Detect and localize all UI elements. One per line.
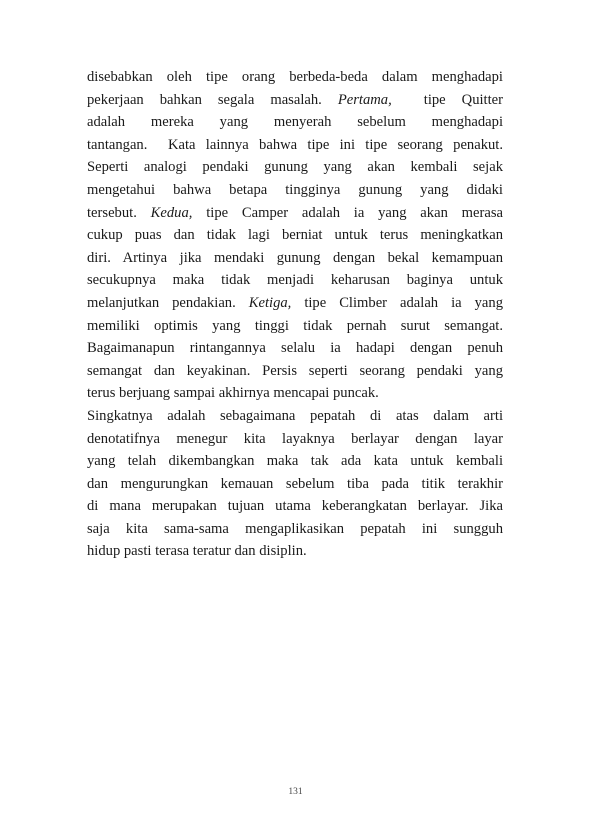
text-segment: melanjutkan pendakian. <box>87 294 249 311</box>
text-line <box>87 405 503 428</box>
text-segment: terus berjuang sampai akhirnya mencapai puncak. <box>87 385 379 402</box>
text-segment: tipe Quitter <box>391 91 503 108</box>
text-segment: Singkatnya adalah sebagaimana pepatah di atas dalam arti <box>87 407 503 424</box>
text-line <box>87 337 503 360</box>
text-line <box>87 202 503 225</box>
text-segment: tantangan. Kata lainnya bahwa tipe ini tipe seorang penakut. <box>87 136 503 153</box>
text-line <box>87 134 503 157</box>
text-line <box>87 66 503 89</box>
text-segment: di mana merupakan tujuan utama keberangkatan berlayar. Jika <box>87 498 503 515</box>
text-segment: dan mengurungkan kemauan sebelum tiba pada titik terakhir <box>87 475 503 492</box>
text-segment: disebabkan oleh tipe orang berbeda-beda dalam menghadapi <box>87 69 503 85</box>
text-line <box>87 111 503 134</box>
text-segment: semangat dan keyakinan. Persis seperti seorang pendaki yang <box>87 362 503 379</box>
text-segment: Seperti analogi pendaki gunung yang akan kembali sejak <box>87 159 503 176</box>
text-segment: saja kita sama-sama mengaplikasikan pepatah ini sungguh <box>87 520 503 537</box>
text-segment: cukup puas dan tidak lagi berniat untuk terus meningkatkan <box>87 227 503 244</box>
text-line <box>87 315 503 338</box>
text-segment: pekerjaan bahkan segala masalah. <box>87 91 338 108</box>
text-line <box>87 428 503 451</box>
page-number: 131 <box>288 787 303 797</box>
text-segment: memiliki optimis yang tinggi tidak pernah surut semangat. <box>87 317 503 334</box>
text-segment: mengetahui bahwa betapa tingginya gunung yang didaki <box>87 181 503 198</box>
text-line <box>87 473 503 496</box>
text-segment: diri. Artinya jika mendaki gunung dengan bekal kemampuan <box>87 249 503 266</box>
text-line <box>87 382 503 405</box>
text-segment: tipe Camper adalah ia yang akan merasa <box>192 204 503 221</box>
text-line <box>87 247 503 270</box>
text-line <box>87 518 503 541</box>
text-line <box>87 450 503 473</box>
text-line <box>87 89 503 112</box>
text-line <box>87 156 503 179</box>
text-segment: tipe Climber adalah ia yang <box>291 294 503 311</box>
text-line <box>87 179 503 202</box>
text-line <box>87 540 503 563</box>
body-text <box>87 66 503 563</box>
text-segment: yang telah dikembangkan maka tak ada kata untuk kembali <box>87 453 503 470</box>
text-segment: tersebut. <box>87 204 151 221</box>
text-segment: secukupnya maka tidak menjadi keharusan baginya untuk <box>87 272 503 289</box>
text-segment: adalah mereka yang menyerah sebelum menghadapi <box>87 114 503 131</box>
text-line <box>87 495 503 518</box>
text-line <box>87 292 503 315</box>
italic-term: Kedua, <box>150 204 193 221</box>
text-line <box>87 269 503 292</box>
italic-term: Pertama, <box>337 91 392 108</box>
text-line <box>87 360 503 383</box>
italic-term: Ketiga, <box>248 294 292 311</box>
text-segment: Bagaimanapun rintangannya selalu ia hadapi dengan penuh <box>87 340 503 357</box>
text-segment: hidup pasti terasa teratur dan disiplin. <box>87 543 307 560</box>
text-segment: denotatifnya menegur kita layaknya berlayar dengan layar <box>87 430 503 447</box>
text-line <box>87 224 503 247</box>
